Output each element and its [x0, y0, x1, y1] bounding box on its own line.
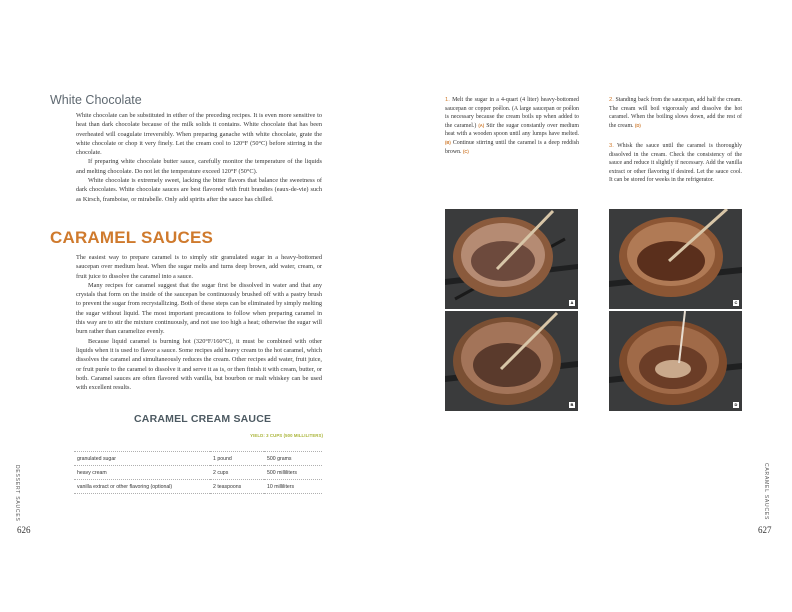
- step-text: Whisk the sauce until the caramel is thoroughly dissolved in the cream. Check the consistency of the sauce and reduce it slightly if necessary. Add the vanilla extract or other flavoring if desired. Let the sauce cool. It can be stored for weeks in the refrigerator.: [609, 143, 742, 184]
- recipe-step-2: [609, 96, 742, 130]
- step-text: Standing back from the saucepan, add half the cream. The cream will boil vigorously and dissolve the hot caramel. When the boiling slows down, add the rest of the cream.: [609, 97, 742, 129]
- ingredients-table: [74, 451, 322, 494]
- paragraph: Many recipes for caramel suggest that the sugar first be dissolved in water and that any crystals that form on the inside of the saucepan be continuously brushed off with a pastry brush to prevent the sugar from recrystallizing. Both of these steps can be eliminated by simply melting the sugar without liquid. The most important precautions to follow when preparing caramel in this way are to stir the mixture continuously, and not use too high a heat; otherwise the sugar will burn rather than caramelize evenly.: [76, 281, 322, 336]
- paragraph: The easiest way to prepare caramel is to simply stir granulated sugar in a heavy-bottomed saucepan over medium heat. When the sugar melts and turns deep brown, add water, cream, or fruit juice to dissolve the caramel into a sauce.: [76, 254, 322, 280]
- step-text: Continue stirring until the caramel is a deep reddish brown.: [445, 139, 579, 155]
- white-chocolate-heading: White Chocolate: [50, 93, 142, 107]
- step-text: Stir the sugar constantly over medium heat with a wooden spoon until any lumps have melted.: [445, 122, 579, 138]
- photo-label: B: [570, 402, 574, 407]
- ingredient-name: heavy cream: [74, 466, 210, 480]
- paragraph: If preparing white chocolate butter sauce, carefully monitor the temperature of the liquids and melting chocolate. Do not let the temperature exceed 120°F (50°C).: [76, 158, 322, 175]
- ingredient-us-amount: 2 cups: [210, 466, 264, 480]
- photo-ref: (A): [478, 122, 485, 128]
- ingredient-name: granulated sugar: [74, 452, 210, 466]
- recipe-step-3: [609, 142, 742, 185]
- table-row: [74, 480, 322, 494]
- photo-ref: (B): [445, 139, 451, 145]
- recipe-title: CARAMEL CREAM SAUCE: [134, 413, 272, 425]
- paragraph: White chocolate is extremely sweet, lacking the bitter flavors that balance the sweetness of dark chocolates. White chocolate sauces are best flavored with fruit brandies (eaux-de-vie) such as Kirsch, framboise, or mirabelle. Only add spirits after the sauce has chilled.: [76, 177, 322, 203]
- photo-label: D: [734, 402, 738, 407]
- photo-label: A: [570, 300, 574, 305]
- white-chocolate-text: [76, 111, 322, 204]
- step-photo-c: [609, 209, 742, 309]
- recipe-step-1: [445, 96, 579, 156]
- photo-label: C: [734, 300, 738, 305]
- recipe-yield: YIELD: 3 CUPS (500 MILLILITERS): [250, 433, 323, 438]
- page-number: 627: [758, 525, 772, 535]
- ingredient-metric-amount: 10 milliliters: [264, 480, 322, 494]
- step-photo-b: [445, 311, 578, 411]
- step-text: Melt the sugar in a 4-quart (4 liter) heavy-bottomed saucepan or copper poêlon. (A large saucepan or poêlon is necessary because the cream boils up when added to the caramel.): [445, 97, 580, 129]
- ingredient-us-amount: 2 teaspoons: [210, 480, 264, 494]
- ingredient-name: vanilla extract or other flavoring (optional): [74, 480, 210, 494]
- ingredient-metric-amount: 500 milliliters: [264, 466, 322, 480]
- photo-ref: (D): [635, 122, 641, 128]
- paragraph: Because liquid caramel is burning hot (320°F/160°C), it must be combined with other liquids when it is used to flavor a sauce. Some recipes add heavy cream to the hot caramel, which dissolves the caramel and simultaneously reduces the cream. Other recipes add water, fruit juice, or fruit purée to the caramel to dissolve it and serve it as is, or then finish it with cream, butter, or both. Caramel sauces are often flavored with vanilla, but bourbon or malt whiskey can be used with excellent results.: [76, 337, 322, 392]
- running-side-label: CARAMEL SAUCES: [763, 463, 769, 521]
- step-photo-a: [445, 209, 578, 309]
- photo-ref: (C): [463, 148, 469, 154]
- caramel-sauces-heading: CARAMEL SAUCES: [50, 228, 214, 247]
- step-number: 2.: [609, 97, 614, 103]
- caramel-sauces-text: [76, 253, 322, 392]
- ingredient-metric-amount: 500 grams: [264, 452, 322, 466]
- ingredient-us-amount: 1 pound: [210, 452, 264, 466]
- step-number: 3.: [609, 143, 614, 149]
- table-row: [74, 466, 322, 480]
- paragraph: White chocolate can be substituted in either of the preceding recipes. It is even more sensitive to heat than dark chocolate because of the milk solids it contains. White chocolate that has been overheated will coagulate irreversibly. When preparing ganache with white chocolate, grate the white chocolate or chop it very finely. Let the cream cool to 120°F (50°C) before stirring in the chocolate.: [76, 112, 322, 157]
- running-side-label: DESSERT SAUCES: [14, 465, 20, 522]
- step-number: 1.: [445, 97, 450, 103]
- table-row: [74, 452, 322, 466]
- step-photo-d: [609, 311, 742, 411]
- page-number: 626: [17, 525, 31, 535]
